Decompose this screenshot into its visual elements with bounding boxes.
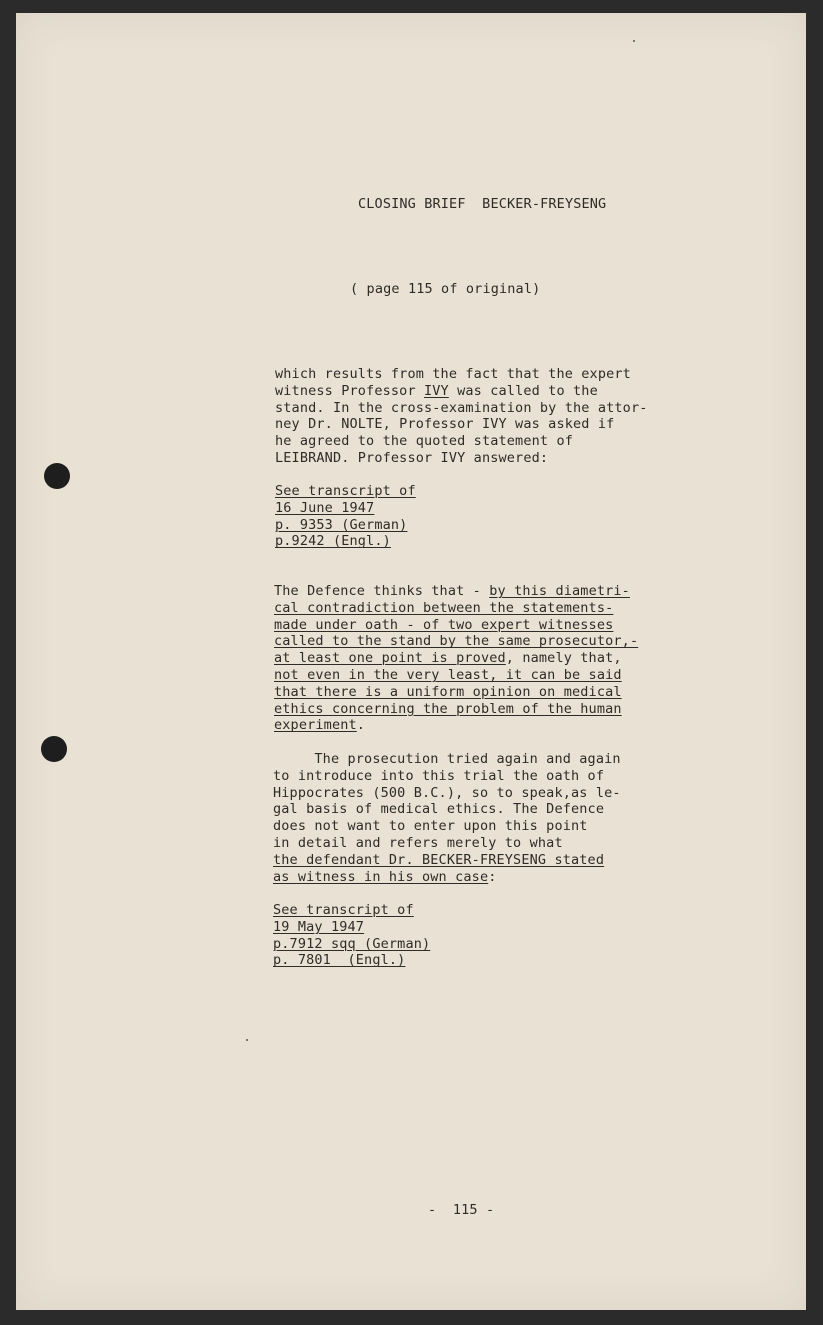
- text-line: [273, 902, 430, 919]
- document-page: [16, 13, 806, 1310]
- underlined-text: at least one point is proved: [274, 650, 506, 667]
- text-line: [273, 751, 621, 768]
- text-run: gal basis of medical ethics. The Defence: [273, 801, 605, 818]
- text-line: [275, 416, 648, 433]
- paper-speck: [633, 40, 635, 42]
- text-run: ney Dr. NOLTE, Professor IVY was asked if: [275, 416, 615, 433]
- text-run: witness Professor: [275, 382, 424, 399]
- text-line: [274, 667, 638, 684]
- text-line: [273, 801, 621, 818]
- text-run: which results from the fact that the expert: [275, 366, 631, 382]
- text-run: , namely that,: [505, 650, 622, 667]
- underlined-text: as witness in his own case: [273, 868, 489, 885]
- underlined-text: p.9242 (Engl.): [275, 533, 391, 550]
- underlined-text: 19 May 1947: [273, 918, 365, 935]
- underlined-text: not even in the very least, it can be said: [274, 666, 622, 683]
- underlined-text: experiment: [274, 717, 357, 734]
- text-line: [274, 717, 638, 734]
- text-run: The prosecution tried again and again: [273, 751, 621, 767]
- underlined-text: ethics concerning the problem of the human: [274, 700, 622, 717]
- text-line: [274, 701, 638, 718]
- transcript-reference-2: [273, 902, 430, 969]
- underlined-text: the defendant Dr. BECKER-FREYSENG stated: [273, 851, 605, 868]
- underlined-text: called to the stand by the same prosecutor,-: [274, 633, 639, 650]
- paragraph-expert-witness: [275, 366, 648, 467]
- text-line: [275, 533, 416, 550]
- text-run: :: [488, 868, 497, 885]
- text-line: [275, 400, 648, 417]
- text-run: was called to the: [448, 382, 598, 399]
- text-run: .: [356, 717, 366, 734]
- text-line: [275, 366, 648, 383]
- text-line: [274, 600, 638, 617]
- underlined-text: by this diametri-: [489, 583, 630, 599]
- text-line: [273, 852, 621, 869]
- underlined-text: See transcript of: [275, 483, 416, 499]
- text-run: Hippocrates (500 B.C.), so to speak,as le-: [273, 784, 621, 801]
- text-line: [275, 450, 648, 467]
- text-line: [275, 433, 648, 450]
- text-line: [275, 517, 416, 534]
- text-run: The Defence thinks that -: [274, 583, 490, 599]
- underlined-text: p. 7801 (Engl.): [273, 952, 406, 969]
- text-line: [275, 383, 648, 400]
- text-line: [273, 919, 430, 936]
- text-line: [274, 684, 638, 701]
- document-header: CLOSING BRIEF BECKER-FREYSENG: [358, 196, 607, 212]
- text-run: in detail and refers merely to what: [273, 834, 563, 851]
- text-line: [274, 633, 638, 650]
- text-run: he agreed to the quoted statement of: [275, 433, 573, 450]
- text-line: [275, 483, 416, 500]
- punch-hole: [41, 736, 67, 762]
- text-line: [273, 818, 621, 835]
- text-run: stand. In the cross-examination by the attor-: [275, 399, 648, 416]
- text-run: does not want to enter upon this point: [273, 818, 588, 835]
- text-line: [274, 583, 638, 600]
- underlined-text: p.7912 sqq (German): [273, 935, 431, 952]
- text-line: [275, 500, 416, 517]
- text-line: [274, 650, 638, 667]
- transcript-reference-1: [275, 483, 416, 550]
- underlined-text: made under oath - of two expert witnesses: [274, 616, 614, 633]
- text-line: [273, 936, 430, 953]
- underlined-text: cal contradiction between the statements-: [274, 599, 614, 616]
- underlined-text: See transcript of: [273, 902, 414, 918]
- underlined-text: 16 June 1947: [275, 499, 375, 516]
- text-line: [274, 617, 638, 634]
- underlined-text: p. 9353 (German): [275, 516, 408, 533]
- text-run: to introduce into this trial the oath of: [273, 767, 605, 784]
- text-line: [273, 768, 621, 785]
- text-line: [273, 952, 430, 969]
- paragraph-defence-thinks: [274, 583, 638, 734]
- paragraph-hippocrates: [273, 751, 621, 885]
- text-line: [273, 835, 621, 852]
- punch-hole: [44, 463, 70, 489]
- text-line: [273, 869, 621, 886]
- page-number: - 115 -: [428, 1202, 495, 1218]
- paper-speck: [246, 1039, 248, 1041]
- original-page-note: ( page 115 of original): [350, 281, 541, 297]
- text-run: LEIBRAND. Professor IVY answered:: [275, 449, 549, 466]
- underlined-text: IVY: [424, 382, 449, 399]
- text-line: [273, 785, 621, 802]
- underlined-text: that there is a uniform opinion on medical: [274, 683, 622, 700]
